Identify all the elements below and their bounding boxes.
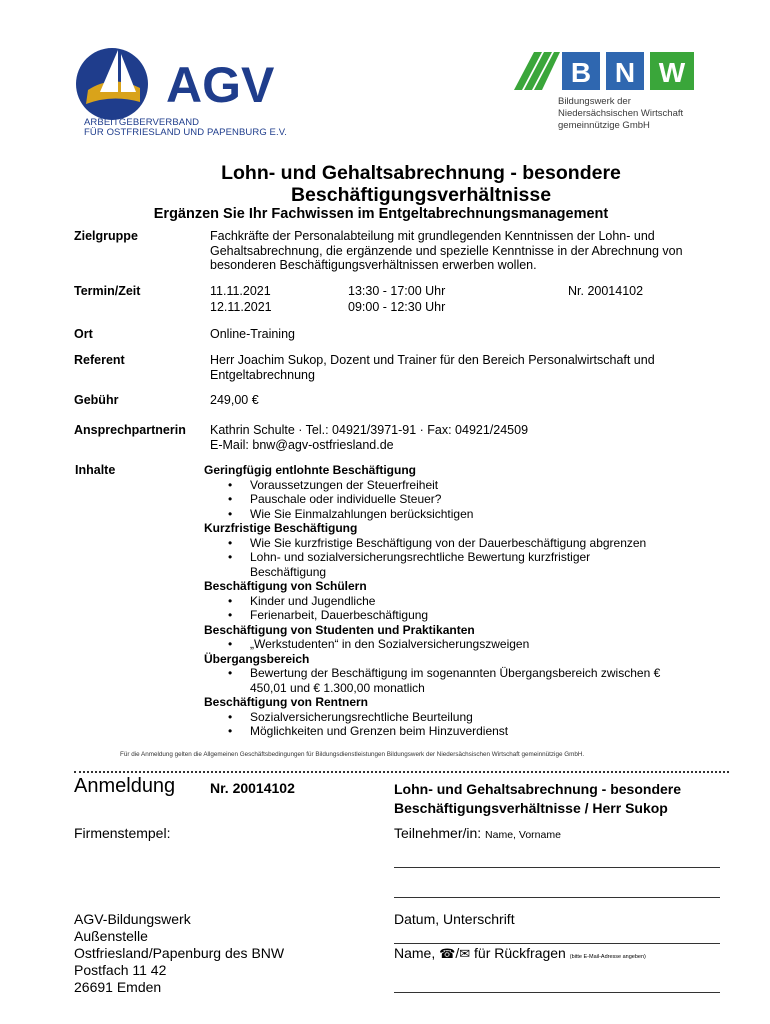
mailing-address: AGV-Bildungswerk Außenstelle Ostfriesland/Papenburg des BNW Postfach 11 42 26691 Emden [74, 911, 285, 995]
list-item: • Bewertung der Beschäftigung im sogenannten Übergangsbereich zwischen € 450,01 und € 1.300,00 monatlich [204, 666, 700, 695]
section-title: Beschäftigung von Rentnern [204, 695, 369, 709]
ort-value: Online-Training [210, 327, 295, 341]
terms-footnote: Für die Anmeldung gelten die Allgemeinen Geschäftsbedingungen für Bildungsdienstleistungen Bildungswerk der Niedersächsischen Wirtschaft gemeinnützige GmbH. [120, 751, 585, 758]
section-list [204, 710, 724, 739]
gebuehr-label: Gebühr [74, 393, 119, 407]
date-signature-label: Datum, Unterschrift [394, 911, 515, 927]
section-title: Kurzfristige Beschäftigung [204, 521, 358, 535]
list-item: • Pauschale oder individuelle Steuer? [204, 492, 724, 507]
registration-title: Anmeldung [74, 775, 176, 797]
section-title: Beschäftigung von Schülern [204, 579, 367, 593]
agv-logo-subtitle: ARBEITGEBERVERBAND FÜR OSTFRIESLAND UND PAPENBURG E.V. [84, 117, 288, 138]
page-title: Lohn- und Gehaltsabrechnung - besondere Beschäftigungsverhältnisse [221, 162, 621, 206]
section-title: Beschäftigung von Studenten und Praktikanten [204, 622, 475, 637]
list-item: • Wie Sie Einmalzahlungen berücksichtigen [204, 507, 724, 522]
zielgruppe-value: Fachkräfte der Personalabteilung mit grundlegenden Kenntnissen der Lohn- und Gehaltsabrechnung, die ergänzende und spezielle Kenntnisse in der Abrechnung von besonderen Beschäftigungsverhältnissen erwerben wollen. [210, 229, 683, 272]
section-title: Übergangsbereich [204, 651, 310, 666]
bnw-logo [514, 50, 698, 92]
bnw-letter-w: W [658, 57, 686, 88]
list-item: • „Werkstudenten“ in den Sozialversicherungszweigen [204, 637, 724, 652]
bnw-letter-n: N [614, 57, 636, 88]
inhalte-label: Inhalte [75, 463, 116, 477]
gebuehr-value: 249,00 € [210, 393, 259, 407]
cut-line-divider [74, 771, 729, 773]
participant-hint: Name, Vorname [485, 829, 561, 841]
list-item: • Lohn- und sozialversicherungsrechtliche Bewertung kurzfristiger Beschäftigung [204, 550, 660, 579]
termin-dates: 11.11.2021 12.11.2021 [210, 284, 272, 314]
referent-label: Referent [74, 353, 125, 367]
mail-icon: ✉ [459, 947, 471, 962]
registration-course: Lohn- und Gehaltsabrechnung - besondere Beschäftigungsverhältnisse / Herr Sukop [394, 781, 682, 816]
registration-number: Nr. 20014102 [210, 780, 295, 796]
participant-line-1[interactable] [394, 867, 720, 868]
page-subtitle: Ergänzen Sie Ihr Fachwissen im Entgeltabrechnungsmanagement [153, 206, 609, 222]
contact-name-label: Name, ☎/✉ für Rückfragen (bitte E-Mail-Adresse angeben) [394, 945, 646, 962]
contact-email: E-Mail: bnw@agv-ostfriesland.de [210, 437, 394, 452]
bnw-logo-subtitle: Bildungswerk der Niedersächsischen Wirtschaft gemeinnützige GmbH [558, 96, 684, 131]
section-title: Geringfügig entlohnte Beschäftigung [204, 463, 416, 477]
contact-name-line[interactable] [394, 992, 720, 993]
course-number: Nr. 20014102 [568, 284, 644, 298]
section-list [204, 594, 724, 623]
company-stamp-label: Firmenstempel: [74, 825, 171, 841]
ansprech-value: Kathrin Schulte · Tel.: 04921/3971-91 · Fax: 04921/24509 E-Mail: bnw@agv-ostfriesland.de [210, 423, 529, 452]
section-list [204, 666, 724, 695]
zielgruppe-label: Zielgruppe [74, 229, 138, 243]
bnw-stripes-icon [514, 52, 560, 90]
agv-logo-text: AGV [166, 57, 275, 113]
ansprech-label: Ansprechpartnerin [74, 423, 186, 437]
list-item: • Sozialversicherungsrechtliche Beurteilung [204, 710, 724, 725]
termin-times: 13:30 - 17:00 Uhr 09:00 - 12:30 Uhr [348, 284, 446, 314]
list-item: • Ferienarbeit, Dauerbeschäftigung [204, 608, 724, 623]
ort-label: Ort [74, 327, 93, 341]
phone-icon: ☎ [439, 947, 456, 962]
date-signature-line[interactable] [394, 943, 720, 944]
bnw-letter-b: B [570, 57, 592, 88]
termin-label: Termin/Zeit [74, 284, 141, 298]
section-list [204, 637, 724, 652]
section-list [204, 478, 724, 522]
referent-value: Herr Joachim Sukop, Dozent und Trainer für den Bereich Personalwirtschaft und Entgeltabrechnung [210, 353, 655, 382]
participant-label: Teilnehmer/in: Name, Vorname [394, 825, 561, 841]
email-hint: (bitte E-Mail-Adresse angeben) [569, 954, 646, 960]
list-item: • Möglichkeiten und Grenzen beim Hinzuverdienst [204, 724, 724, 739]
inhalte-content [204, 463, 724, 739]
list-item: • Kinder und Jugendliche [204, 594, 724, 609]
participant-line-2[interactable] [394, 897, 720, 898]
section-list [204, 536, 724, 580]
list-item: • Wie Sie kurzfristige Beschäftigung von der Dauerbeschäftigung abgrenzen [204, 536, 724, 551]
list-item: • Voraussetzungen der Steuerfreiheit [204, 478, 724, 493]
